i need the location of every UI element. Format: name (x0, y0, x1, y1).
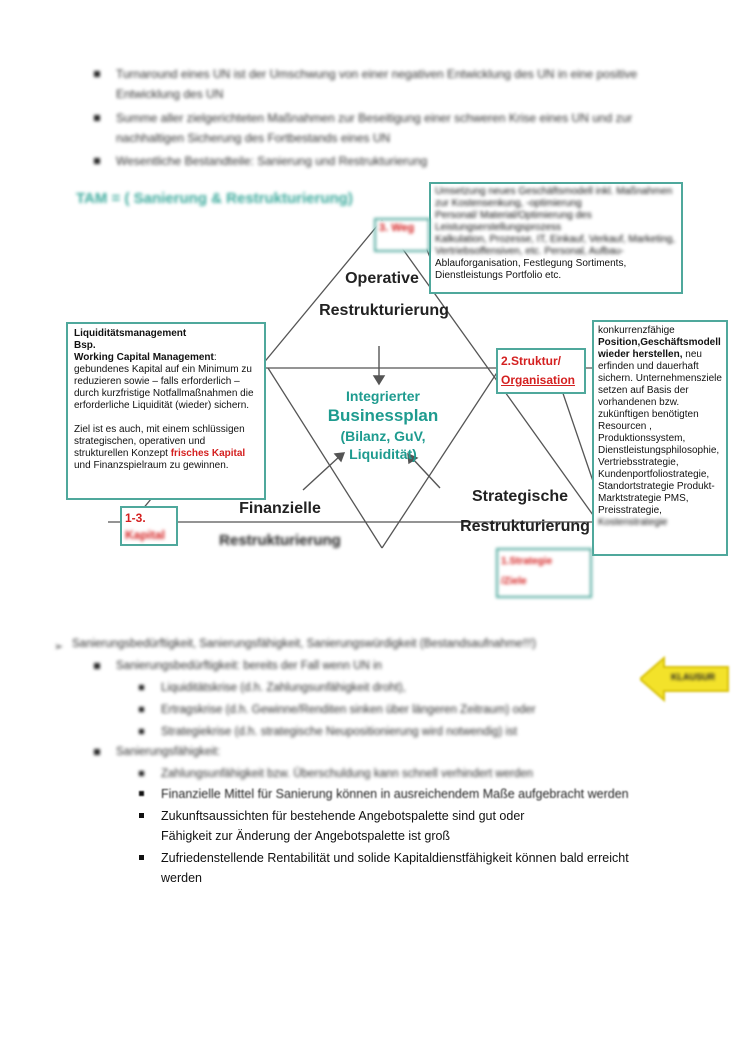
operative-description-blurred (435, 186, 677, 258)
zukunft-item (161, 806, 681, 846)
finanzielle-label: Finanzielle (239, 500, 321, 517)
strategie-label-1: 1.Strategie (501, 556, 553, 567)
strategie-ziele-label (496, 548, 592, 598)
strategy-line-1: konkurrenzfähige (598, 325, 675, 336)
bullet-item (116, 151, 676, 171)
kapital-label (120, 506, 178, 546)
struktur-label-1: 2.Struktur/ (501, 354, 562, 368)
zukunft-line-2: Fähigkeit zur Änderung der Angebotspalette ist groß (161, 829, 451, 843)
box-line: Kalkulation, Prozesse, IT, Einkauf, Verkauf, Marketing, (435, 234, 676, 245)
center-line-2: Businessplan (327, 406, 439, 425)
bedurftig-item (161, 678, 621, 698)
operative-description-box (429, 182, 683, 294)
klausur-arrow (640, 656, 730, 702)
square-bullet-icon (139, 729, 144, 734)
wcm-label: Working Capital Management (74, 352, 214, 363)
strategie-label-2: /Ziele (501, 576, 527, 587)
center-line-1: Integrierter (346, 388, 420, 404)
frisches-kapital: frisches Kapital (170, 448, 246, 459)
square-bullet-icon (139, 791, 144, 796)
arrow-bullet-icon: ➢ (54, 641, 64, 653)
box-line: Vertriebsoffensiven, etc. Personal, Aufbau- (435, 246, 624, 257)
box-line: Dienstleistungs Portfolio etc. (435, 270, 562, 281)
bedurftig-item (161, 722, 621, 742)
square-bullet-icon (139, 707, 144, 712)
bedurftig-title-text: Sanierungsbedürftigkeit: bereits der Fall wenn UN in (116, 660, 382, 672)
bedurftig-item-text: Ertragskrise (d.h. Gewinne/Renditen sinken über längeren Zeitraum) oder (161, 704, 536, 716)
liquidity-text-1: : gebundenes Kapital auf ein Minimum zu reduzieren sowie – falls erforderlich – durch kurzfristige Notfallmaßnahmen die erforderliche Liquidität (wieder) sichern. (74, 352, 254, 411)
bullet-text: Wesentliche Bestandteile: Sanierung und Restrukturierung (116, 154, 428, 168)
struktur-label-2: Organisation (501, 373, 576, 387)
box-line: Ablauforganisation, Festlegung Sortiments, (435, 258, 627, 269)
fahig-item-text: Zahlungsunfähigkeit bzw. Überschuldung kann schnell verhindert werden (161, 768, 534, 780)
square-bullet-icon (139, 685, 144, 690)
bullet-icon (94, 663, 100, 669)
bullet-item (116, 108, 686, 148)
strategy-bold: Position,Geschäftsmodell wieder herstellen, (598, 337, 721, 360)
weg-label: 3. Weg (374, 218, 430, 252)
fahig-title-text: Sanierungsfähigkeit: (116, 746, 221, 758)
bullet-text: Summe aller zielgerichteten Maßnahmen zur Beseitigung einer schweren Krise eines UN und zur nachhaltigen Sicherung des Fortbestands eines UN (116, 111, 633, 145)
box-line: Personal/ Material/Optimierung des Leistungserstellungsprozess (435, 210, 592, 233)
strategy-description-box (592, 320, 728, 556)
arrow-heading (54, 634, 672, 654)
strat-restr-label: Restrukturierung (460, 518, 590, 535)
liquidity-text-2: Ziel ist es auch, mit einem schlüssigen strategischen, operativen und strukturellen Konzept (74, 424, 245, 459)
bullet-icon (94, 749, 100, 755)
bedurftig-item-text: Liquiditätskrise (d.h. Zahlungsunfähigkeit droht), (161, 682, 406, 694)
bullet-icon (94, 158, 100, 164)
fahig-item-text: Finanzielle Mittel für Sanierung können in ausreichendem Maße aufgebracht werden (161, 787, 629, 801)
fahig-item (161, 784, 701, 804)
strategy-rest: neu erfinden und dauerhaft sichern. Unternehmensziele setzen auf Basis der vorhandenen bzw. zukünftigen benötigten Resourcen , Produktionssystem, Dienstleistungsphilosophie, Vertriebsstrategie, Kundenportfoliostrategie, Standortstrategie Produkt-Marktstrategie PMS, Preisstrategie, (598, 349, 722, 516)
rent-line-1: Zufriedenstellende Rentabilität und solide Kapitaldienstfähigkeit können bald erreicht (161, 851, 629, 865)
strategy-tail: Kostenstrategie (598, 517, 668, 528)
liquidity-title: Liquiditätsmanagement (74, 328, 187, 339)
strategische-label: Strategische (471, 488, 569, 505)
struktur-label (496, 348, 586, 394)
kapital-label-1: 1-3. (125, 511, 146, 525)
zukunft-line-1: Zukunftsaussichten für bestehende Angebotspalette sind gut oder (161, 809, 525, 823)
liquidity-bsp: Bsp. (74, 340, 96, 351)
turnaround-diagram (0, 170, 750, 610)
bullet-text: Turnaround eines UN ist der Umschwung von einer negativen Entwicklung des UN in eine positive Entwicklung des UN (116, 67, 638, 101)
arrow-heading-text: Sanierungsbedürftigkeit, Sanierungsfähigkeit, Sanierungswürdigkeit (Bestandsaufnahme!!!) (72, 638, 537, 650)
operative-label-2: Restrukturierung (319, 302, 449, 319)
box-line: Umsetzung neues Geschäftsmodell inkl. Maßnahmen zur Kostensenkung, -optimierung (435, 186, 673, 209)
klausur-label: KLAUSUR (671, 672, 715, 682)
liquidity-text-3: und Finanzspielraum zu gewinnen. (74, 460, 229, 471)
liquidity-box (66, 322, 266, 500)
center-line-4: Liquidität) (349, 446, 417, 462)
square-bullet-icon (139, 813, 144, 818)
bedurftig-item (161, 700, 631, 720)
bullet-item (116, 64, 676, 104)
rent-line-2: werden (161, 871, 202, 885)
kapital-label-2: Kapital (125, 528, 166, 542)
bedurftig-title (116, 656, 616, 676)
center-line-3: (Bilanz, GuV, (340, 428, 426, 444)
fahig-item (161, 764, 641, 784)
diagram-title: TAM = ( Sanierung & Restrukturierung) (76, 190, 353, 207)
square-bullet-icon (139, 855, 144, 860)
fin-restr-label: Restrukturierung (219, 532, 341, 549)
square-bullet-icon (139, 771, 144, 776)
bedurftig-item-text: Strategiekrise (d.h. strategische Neupositionierung wird notwendig) ist (161, 726, 518, 738)
operative-label-1: Operative (345, 270, 419, 287)
rent-item (161, 848, 711, 888)
bullet-icon (94, 71, 100, 77)
bullet-icon (94, 115, 100, 121)
fahig-title (116, 742, 416, 762)
